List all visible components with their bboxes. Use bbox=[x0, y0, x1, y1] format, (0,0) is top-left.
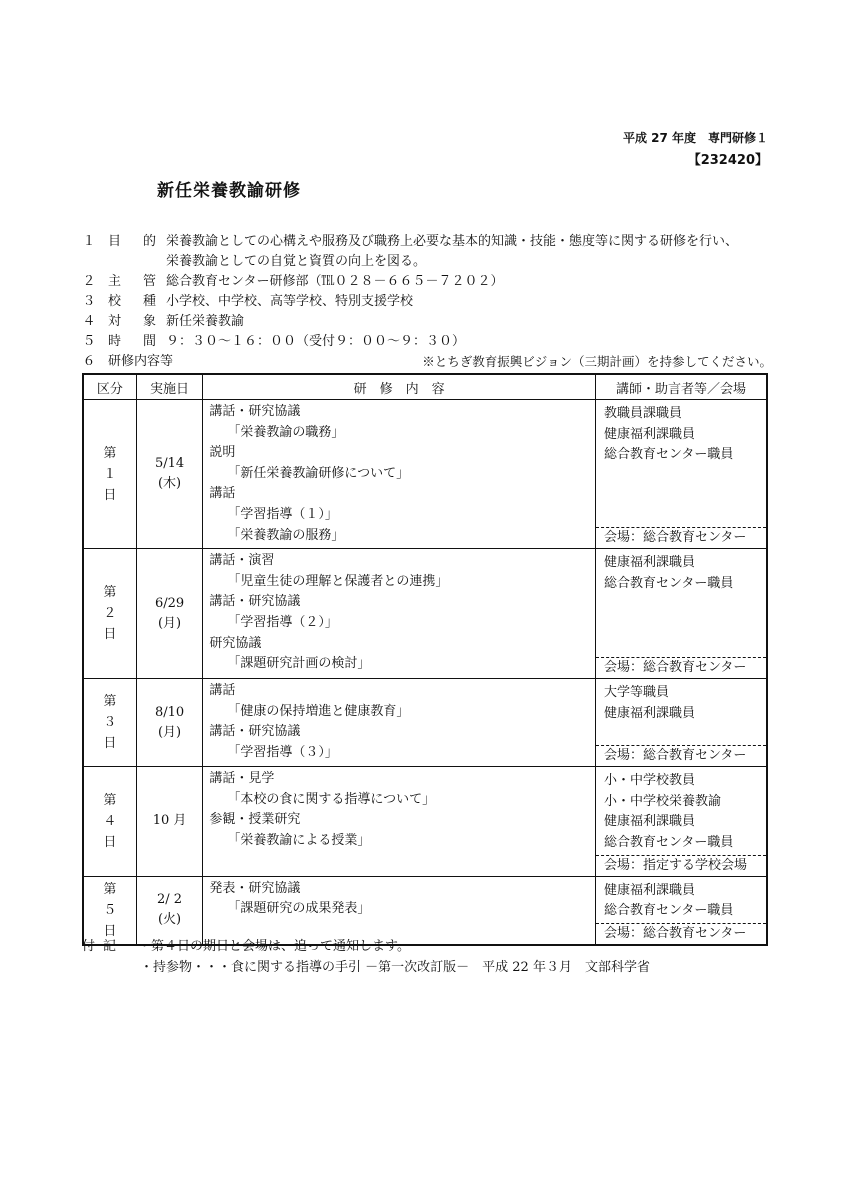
content-line: 講話・見学 bbox=[209, 771, 275, 787]
session-date: 6/29 (月) bbox=[136, 549, 203, 679]
table-row bbox=[83, 549, 767, 679]
item-label: 校 種 bbox=[108, 294, 156, 309]
session-date: 2/ 2 (火) bbox=[136, 876, 203, 945]
item-contents bbox=[82, 352, 772, 372]
content-line: 「学習指導（１）」 bbox=[227, 506, 338, 522]
lecturer-name: 健康福利課職員 bbox=[603, 814, 695, 830]
session-date: 10 月 bbox=[136, 767, 203, 876]
lecturer-cell bbox=[595, 767, 767, 876]
session-content bbox=[203, 549, 596, 679]
lecturer-name: 小・中学校教員 bbox=[603, 773, 695, 789]
content-line: 「課題研究計画の検討」 bbox=[227, 656, 371, 672]
day-label: 第 １ 日 bbox=[83, 400, 136, 549]
content-line: 講話 bbox=[209, 486, 236, 502]
lecturer-name: 総合教育センター職員 bbox=[603, 447, 734, 463]
content-line: 「学習指導（２）」 bbox=[227, 614, 338, 630]
lecturer-name: 健康福利課職員 bbox=[603, 882, 695, 898]
content-line: 「児童生徒の理解と保護者との連携」 bbox=[227, 573, 449, 589]
item-label: 時 間 bbox=[108, 334, 156, 349]
lecturer-name: 健康福利課職員 bbox=[603, 705, 695, 721]
lecturer-name: 健康福利課職員 bbox=[603, 426, 695, 442]
item-number: １ bbox=[82, 234, 96, 249]
course-code: 【232420】 bbox=[687, 153, 768, 168]
lecturer-name: 健康福利課職員 bbox=[603, 555, 695, 571]
lecturer-name: 教職員課職員 bbox=[603, 406, 682, 421]
item-text: 新任栄養教諭 bbox=[166, 314, 245, 329]
item-purpose-continued bbox=[82, 252, 772, 272]
session-content bbox=[203, 679, 596, 767]
item-text: 栄養教諭としての自覚と資質の向上を図る。 bbox=[166, 254, 427, 269]
item-text: ９：３０～１６：００（受付９：００～９：３０） bbox=[166, 334, 466, 349]
item-school-type bbox=[82, 292, 772, 312]
venue: 会場：総合教育センター bbox=[596, 527, 766, 548]
content-line: 説明 bbox=[209, 445, 236, 461]
session-content bbox=[203, 767, 596, 876]
lecturer-name: 大学等職員 bbox=[603, 685, 669, 701]
day-label: 第 ２ 日 bbox=[83, 549, 136, 679]
schedule-table bbox=[82, 373, 768, 946]
session-content bbox=[203, 400, 596, 549]
item-number: ３ bbox=[82, 294, 96, 309]
item-label: 主 管 bbox=[108, 274, 156, 289]
venue: 会場：総合教育センター bbox=[596, 923, 766, 944]
lecturer-name: 総合教育センター職員 bbox=[603, 834, 734, 850]
footer-label: 付記 bbox=[82, 939, 125, 954]
header-kubun: 区分 bbox=[83, 374, 136, 400]
content-line: 「栄養教諭の服務」 bbox=[227, 527, 345, 543]
lecturer-cell bbox=[595, 876, 767, 945]
course-header: 平成 27 年度 専門研修１ bbox=[622, 131, 768, 145]
venue: 会場：総合教育センター bbox=[596, 745, 766, 766]
day-label: 第 ５ 日 bbox=[83, 876, 136, 945]
outline-items bbox=[82, 232, 772, 372]
table-row bbox=[83, 876, 767, 945]
lecturer-cell bbox=[595, 679, 767, 767]
footer-notes bbox=[82, 936, 650, 978]
footer-note: ・持参物・・・食に関する指導の手引 －第一次改訂版－ 平成 22 年３月 文部科学省 bbox=[140, 960, 650, 975]
item-text: 栄養教諭としての心構えや服務及び職務上必要な基本的知識・技能・態度等に関する研修を行い、 bbox=[166, 234, 739, 249]
lecturer-cell bbox=[595, 400, 767, 549]
header-content: 研 修 内 容 bbox=[203, 374, 596, 400]
page-title: 新任栄養教諭研修 bbox=[157, 181, 301, 201]
content-line: 講話・演習 bbox=[209, 553, 275, 569]
item-text: 総合教育センター研修部（℡０２８－６６５－７２０２） bbox=[166, 274, 504, 289]
item-text: 小学校、中学校、高等学校、特別支援学校 bbox=[166, 294, 414, 309]
item-note: ※とちぎ教育振興ビジョン（三期計画）を持参してください。 bbox=[422, 354, 772, 369]
content-line: 「課題研究の成果発表」 bbox=[227, 901, 371, 917]
session-content bbox=[203, 876, 596, 945]
content-line: 講話・研究協議 bbox=[209, 724, 301, 740]
table-row bbox=[83, 400, 767, 549]
item-label: 目 的 bbox=[108, 234, 156, 249]
item-number: ４ bbox=[82, 314, 96, 329]
lecturer-cell bbox=[595, 549, 767, 679]
content-line: 研究協議 bbox=[209, 635, 262, 651]
content-line: 講話・研究協議 bbox=[209, 594, 301, 610]
venue: 会場：総合教育センター bbox=[596, 657, 766, 678]
item-time bbox=[82, 332, 772, 352]
footer-note: ・第４日の期日と会場は、追って通知します。 bbox=[138, 939, 410, 954]
lecturer-name: 小・中学校栄養教諭 bbox=[603, 793, 721, 809]
day-label: 第 ３ 日 bbox=[83, 679, 136, 767]
item-label: 対 象 bbox=[108, 314, 156, 329]
session-date: 5/14 (木) bbox=[136, 400, 203, 549]
content-line: 「栄養教諭の職務」 bbox=[227, 424, 345, 440]
item-number: ５ bbox=[82, 334, 96, 349]
content-line: 「健康の保持増進と健康教育」 bbox=[227, 703, 410, 719]
item-organizer bbox=[82, 272, 772, 292]
item-purpose bbox=[82, 232, 772, 252]
content-line: 「栄養教諭による授業」 bbox=[227, 832, 371, 848]
content-line: 「本校の食に関する指導について」 bbox=[227, 791, 436, 807]
content-line: 「新任栄養教諭研修について」 bbox=[227, 465, 410, 481]
content-line: 参観・授業研究 bbox=[209, 812, 301, 828]
table-row bbox=[83, 767, 767, 876]
content-line: 講話 bbox=[209, 683, 236, 699]
item-target bbox=[82, 312, 772, 332]
content-line: 講話・研究協議 bbox=[209, 404, 301, 419]
lecturer-name: 総合教育センター職員 bbox=[603, 903, 734, 919]
table-header-row bbox=[83, 374, 767, 400]
item-number: ６ bbox=[82, 354, 96, 369]
content-line: 発表・研究協議 bbox=[209, 880, 301, 896]
header-date: 実施日 bbox=[136, 374, 203, 400]
table-row bbox=[83, 679, 767, 767]
venue: 会場：指定する学校会場 bbox=[596, 855, 766, 876]
item-label: 研修内容等 bbox=[108, 354, 174, 369]
item-number: ２ bbox=[82, 274, 96, 289]
content-line: 「学習指導（３）」 bbox=[227, 744, 338, 760]
session-date: 8/10 (月) bbox=[136, 679, 203, 767]
day-label: 第 ４ 日 bbox=[83, 767, 136, 876]
lecturer-name: 総合教育センター職員 bbox=[603, 575, 734, 591]
header-lecturer: 講師・助言者等／会場 bbox=[595, 374, 767, 400]
